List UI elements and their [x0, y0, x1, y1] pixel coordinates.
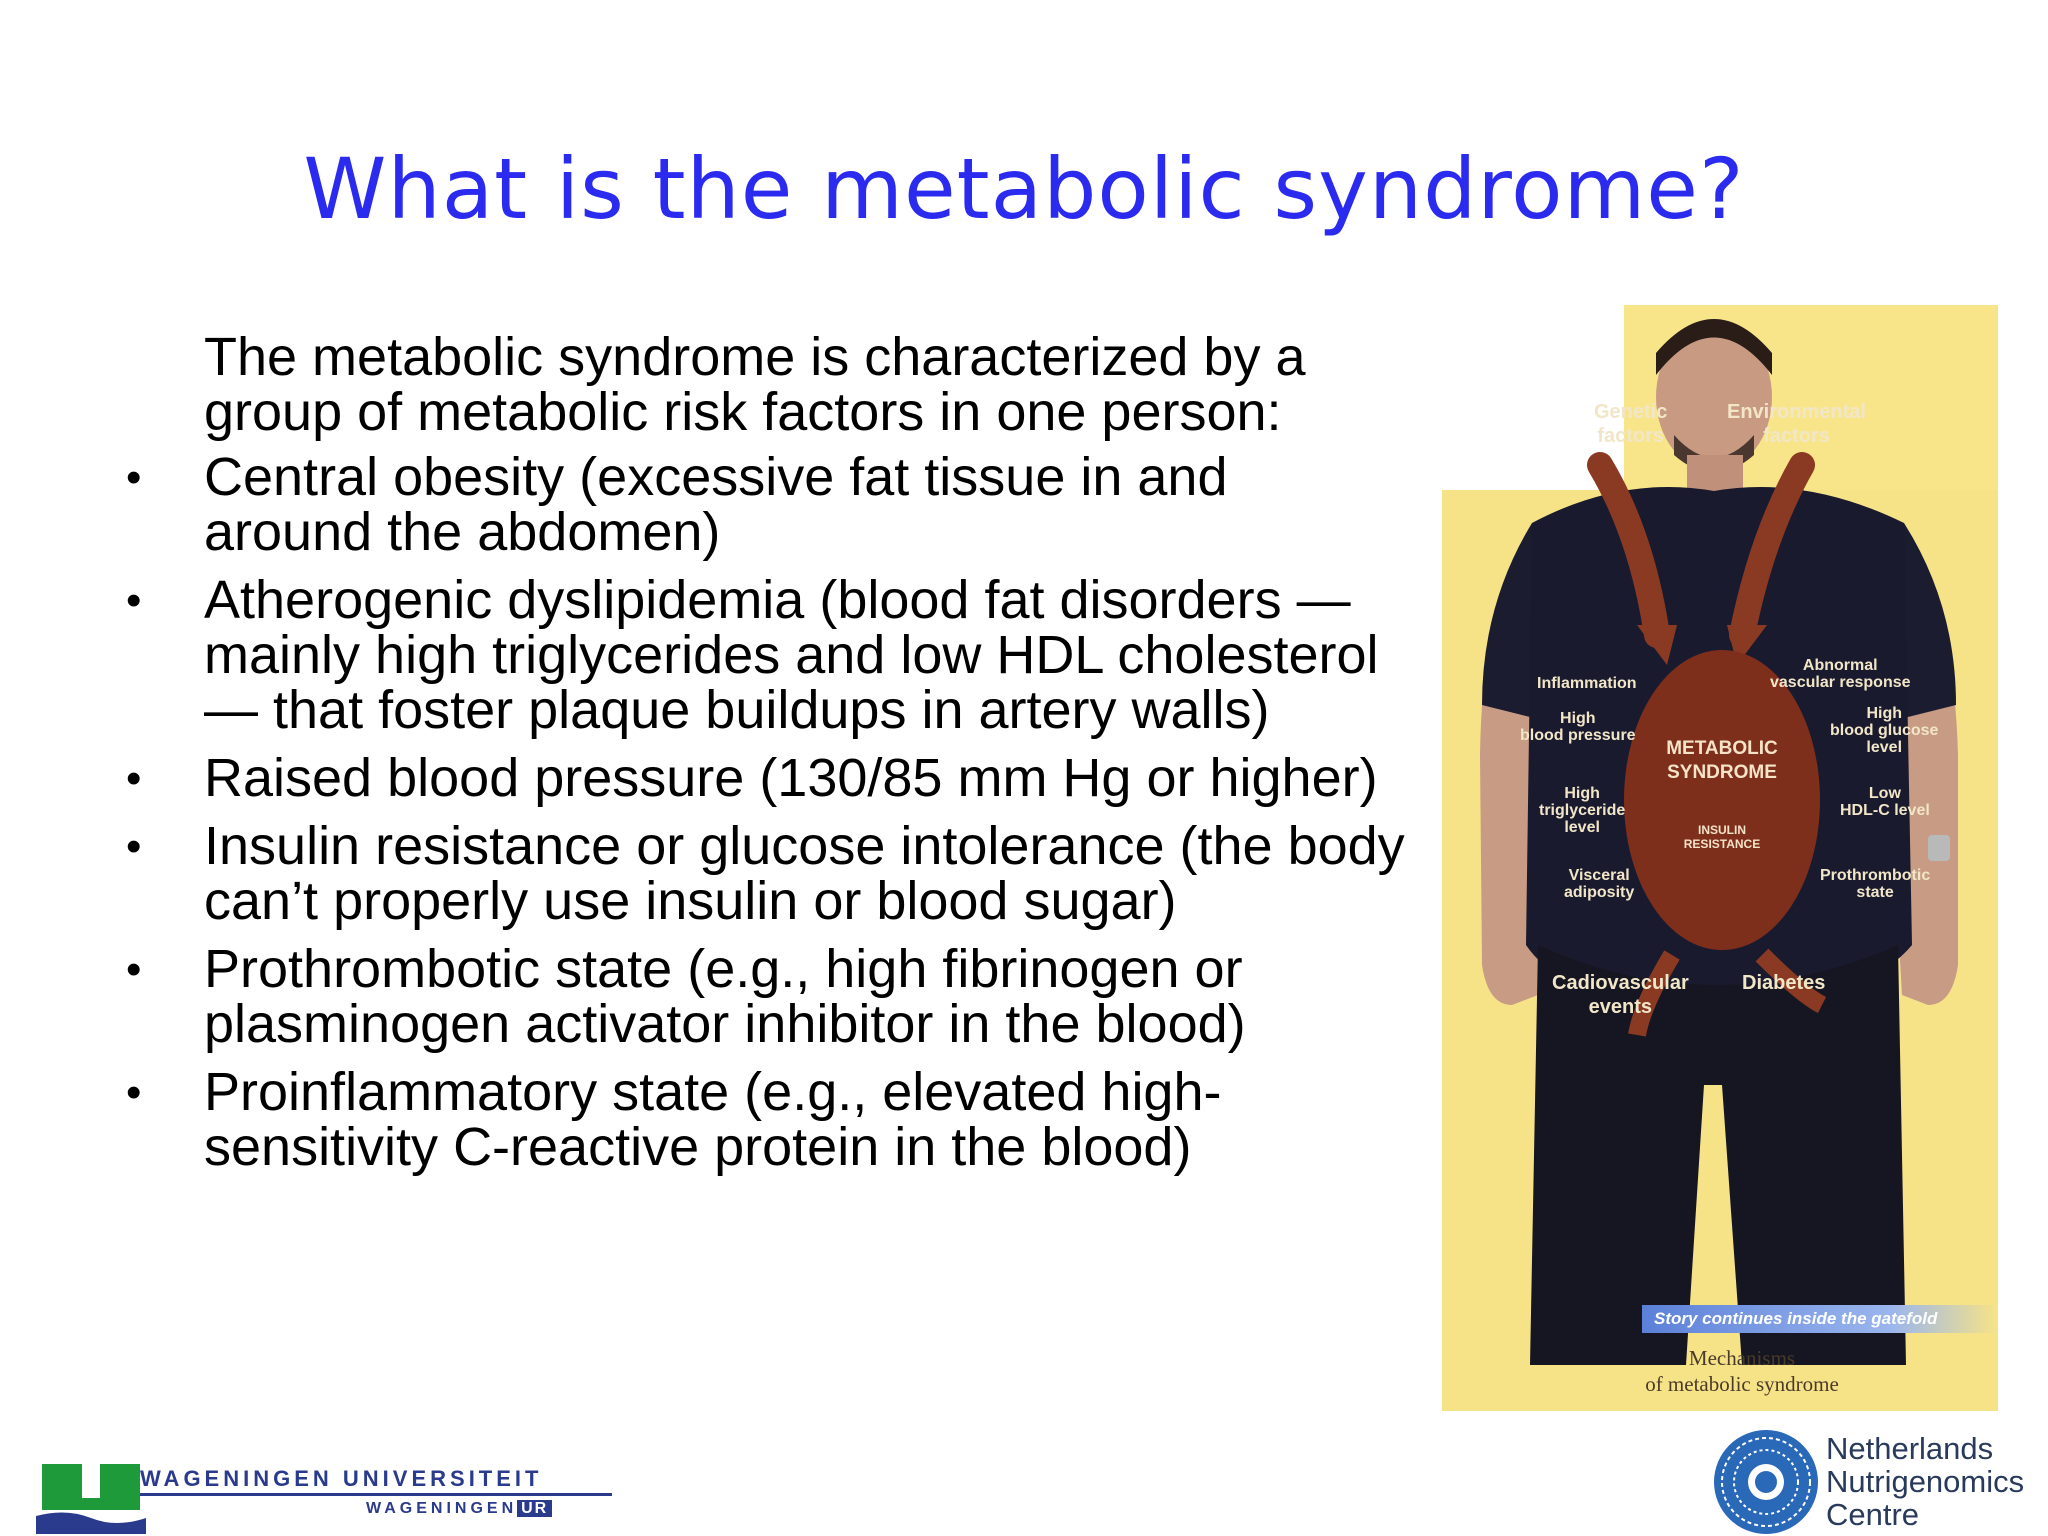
slide-title: What is the metabolic syndrome?	[303, 140, 1745, 238]
genetic-factors-label: Genetic factors	[1594, 401, 1668, 447]
bullet-icon: •	[126, 1068, 142, 1117]
high-triglyceride-label: High triglyceride level	[1539, 785, 1626, 836]
bullet-icon: •	[126, 754, 142, 803]
list-item-text: Prothrombotic state (e.g., high fibrinogen or plasminogen activator inhibitor in the blood)	[204, 939, 1246, 1054]
list-item-text: Central obesity (excessive fat tissue in and around the abdomen)	[204, 447, 1228, 562]
metabolic-syndrome-center-label: METABOLIC SYNDROME	[1666, 738, 1778, 783]
nnc-line-1: Netherlands	[1826, 1431, 1994, 1466]
ur-box: UR	[517, 1500, 552, 1517]
bullet-icon: •	[126, 945, 142, 994]
bullet-icon: •	[126, 576, 142, 625]
list-item	[120, 748, 1410, 808]
nnc-name	[1826, 1432, 2024, 1531]
wageningen-divider	[140, 1493, 612, 1496]
bullet-icon: •	[126, 822, 142, 871]
risk-factor-list	[120, 447, 1410, 1177]
insulin-resistance-label: INSULIN RESISTANCE	[1683, 823, 1761, 851]
bullet-icon: •	[126, 453, 142, 502]
list-item	[120, 570, 1410, 740]
list-item-text: Insulin resistance or glucose intolerance (the body can’t properly use insulin or blood sugar)	[204, 816, 1405, 931]
high-bp-label: High blood pressure	[1520, 710, 1636, 744]
list-item	[120, 447, 1410, 562]
wageningen-logo-icon	[36, 1458, 146, 1534]
list-item	[120, 939, 1410, 1054]
nnc-line-2: Nutrigenomics	[1826, 1464, 2025, 1499]
nnc-globe-icon	[1712, 1428, 1820, 1536]
inflammation-label: Inflammation	[1537, 675, 1637, 692]
list-item	[120, 1062, 1410, 1177]
high-glucose-label: High blood glucose level	[1830, 705, 1939, 756]
syndrome-ellipse-shape	[1624, 650, 1820, 950]
intro-text: The metabolic syndrome is characterized by a group of metabolic risk factors in one person:	[204, 327, 1306, 442]
list-item-text: Atherogenic dyslipidemia (blood fat disorders — mainly high triglycerides and low HDL cholesterol — that foster plaque buildups in artery walls)	[204, 570, 1379, 740]
nnc-line-3: Centre	[1826, 1497, 1920, 1532]
cardiovascular-events-label: Cadiovascular events	[1552, 972, 1689, 1018]
prothrombotic-label: Prothrombotic state	[1820, 867, 1931, 901]
low-hdl-label: Low HDL-C level	[1840, 785, 1930, 819]
list-item-text: Proinflammatory state (e.g., elevated high-sensitivity C-reactive protein in the blood)	[204, 1062, 1222, 1177]
diabetes-label: Diabetes	[1742, 972, 1826, 994]
list-item-text: Raised blood pressure (130/85 mm Hg or higher)	[204, 748, 1378, 808]
list-item	[120, 816, 1410, 931]
abnormal-vascular-label: Abnormal vascular response	[1770, 657, 1911, 691]
environmental-factors-label: Environmental factors	[1727, 401, 1866, 447]
slide-body	[120, 327, 1410, 1188]
wageningen-name: WAGENINGEN UNIVERSITEIT	[140, 1466, 543, 1491]
story-continues-bar: Story continues inside the gatefold	[1642, 1305, 1998, 1333]
person-illustration	[1442, 305, 1998, 1411]
metabolic-syndrome-figure	[1442, 305, 1998, 1411]
visceral-adiposity-label: Visceral adiposity	[1564, 867, 1635, 901]
watch-shape	[1928, 835, 1950, 861]
wageningen-ur: WAGENINGEN UR	[366, 1500, 552, 1518]
figure-caption: Mechanisms of metabolic syndrome	[1645, 1346, 1839, 1396]
